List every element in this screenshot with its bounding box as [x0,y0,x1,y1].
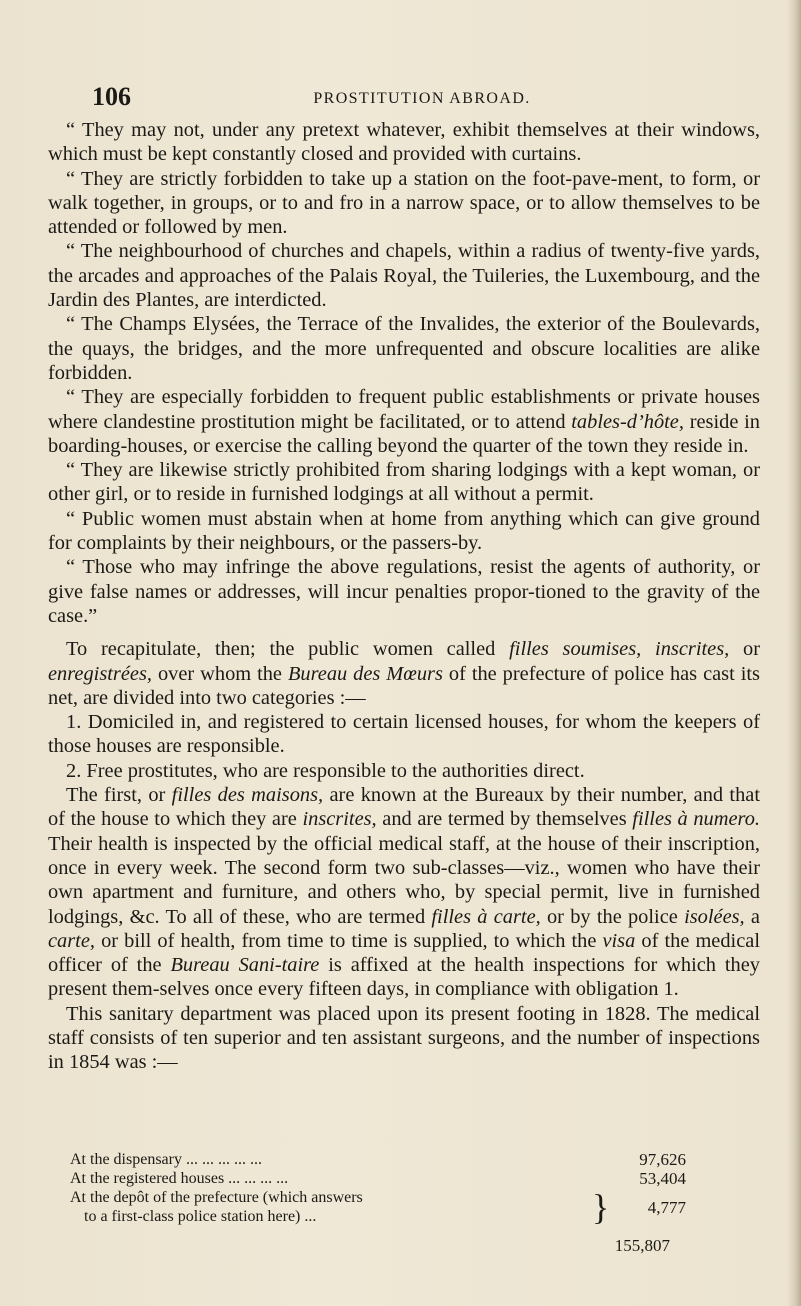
italic-term: tables-d’hôte, [571,410,684,433]
italic-term: filles des maisons, [171,784,324,807]
paragraph: “ They may not, under any pretext whatever, exhibit themselves at their windows, which must be kept constantly closed and provided with curtains. [48,119,760,166]
brace-icon: } [592,1187,610,1227]
paragraph-text: “ They are especially forbidden to frequent public establishments or private houses where clandestine prostitution might be facilitated, or to attend [48,386,760,433]
table-row [70,1188,750,1226]
italic-term: filles à carte, [431,905,541,928]
inspections-table [70,1150,750,1255]
text: over whom the [157,662,282,685]
row-value: 53,404 [639,1169,686,1188]
italic-term: Bureau des Mœurs [287,662,443,685]
italic-term: Bureau Sani-taire [170,954,320,977]
page-header [92,82,752,112]
row-label-line: At the depôt of the prefecture (which answers [70,1189,363,1206]
paragraph [48,385,760,458]
italic-term: inscrites, [302,808,377,831]
text: To recapitulate, then; the public women called [66,638,496,661]
recap-paragraph [48,637,760,710]
italic-term: isolées, [684,905,745,928]
italic-term: enregistrées, [48,662,153,685]
paragraph: “ They are likewise strictly prohibited from sharing lodgings with a kept woman, or other girl, or to reside in furnished lodgings at all without a permit. [48,459,760,506]
running-head: PROSTITUTION ABROAD. [313,90,531,107]
row-value: 97,626 [639,1150,686,1169]
text: a [750,905,760,928]
paragraph: “ They are strictly forbidden to take up a station on the foot-pave-ment, to form, or walk together, in groups, or to and fro in a narrow space, or to allow themselves to be attended or followed by men. [48,167,760,239]
page-number: 106 [92,82,131,111]
row-label-line: to a first-class police station here) ... [84,1208,317,1225]
category-item-1: 1. Domiciled in, and registered to certain licensed houses, for whom the keepers of those houses are responsible. [48,711,760,758]
page-edge-shadow [787,0,801,1306]
text: or by the police [546,905,678,928]
paragraph-text: reside in boarding-houses, or exercise the calling beyond the quarter of the town they reside in. [48,410,760,457]
paragraph: This sanitary department was placed upon its present footing in 1828. The medical staff consists of ten superior and ten assistant surgeons, and the number of inspections in 1854 was :— [48,1002,760,1074]
italic-term: visa [602,929,636,952]
paragraph [48,783,760,1002]
text: Their health is inspected by the official medical staff, at the house of their inscription, once in every week. The second form two sub-classes—viz., women who have their own apartment and furniture, and others who, by special permit, live in furnished lodgings, &c. To all of these, who are termed [48,832,760,928]
text: of the medical officer of the [48,929,760,977]
text: or [743,638,760,661]
row-label: At the registered houses ... ... ... ... [70,1170,289,1187]
paragraph: “ The neighbourhood of churches and chapels, within a radius of twenty-five yards, the arcades and approaches of the Palais Royal, the Tuileries, the Luxembourg, and the Jardin des Plantes, are interdicted. [48,240,760,312]
paragraph: “ Those who may infringe the above regulations, resist the agents of authority, or give false names or addresses, will incur penalties propor-tioned to the gravity of the case.” [48,556,760,627]
text: are known at the Bureaux by their number, and that of the house to which they are [48,784,760,831]
row-label: At the dispensary ... ... ... ... ... [70,1151,262,1168]
text: is affixed at the health inspections for which they present them-selves once every fifteen days, in compliance with obligation 1. [48,954,760,1001]
text: The first, or [66,784,166,807]
text: and are termed by themselves [382,808,627,831]
paragraph: “ Public women must abstain when at home from anything which can give ground for complaints by their neighbours, or the passers-by. [48,507,760,555]
italic-term: carte, [48,929,95,952]
row-value: 4,777 [647,1197,686,1217]
table-row [70,1169,750,1188]
italic-term: filles à numero. [632,808,760,831]
italic-term: inscrites, [655,638,730,661]
table-total: 155,807 [614,1236,670,1255]
italic-term: filles soumises, [509,638,642,661]
table-row [70,1150,750,1169]
category-item-2: 2. Free prostitutes, who are responsible to the authorities direct. [66,759,585,782]
text: of the prefecture of police has cast its net, are divided into two categories :— [48,662,760,709]
text: or bill of health, from time to time is supplied, to which the [101,929,597,952]
paragraph: “ The Champs Elysées, the Terrace of the Invalides, the exterior of the Boulevards, the quays, the bridges, and the more unfrequented and obscure localities are alike forbidden. [48,313,760,384]
row-label [70,1188,590,1226]
page-body [48,118,760,1075]
